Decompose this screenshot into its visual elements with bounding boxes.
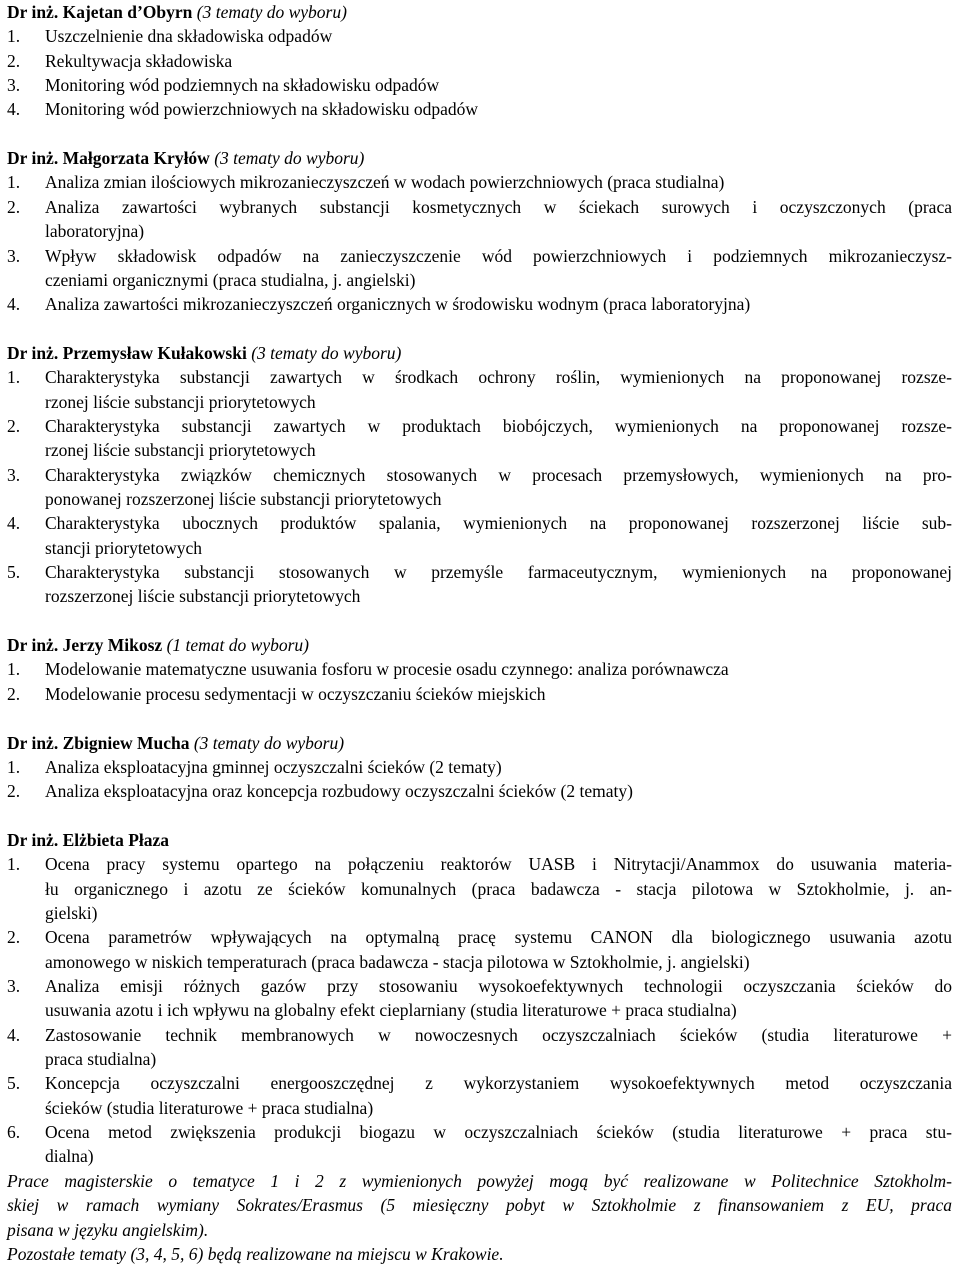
topic-number: 2. <box>7 50 21 71</box>
topic-number: 3. <box>7 75 21 96</box>
topic-item <box>7 195 952 219</box>
topic-number: 2. <box>7 781 21 802</box>
supervisor-name: Dr inż. Kajetan d’Obyrn <box>7 2 193 22</box>
topic-text: Charakterystyka związków chemicznych stosowanych w procesach przemysłowych, wymienionych na pro- <box>45 464 952 485</box>
topic-number: 4. <box>7 99 21 120</box>
topic-number: 1. <box>7 26 21 47</box>
topic-text: Analiza zawartości wybranych substancji kosmetycznych w ściekach surowych i oczyszczonych (praca <box>45 196 952 217</box>
topic-number: 1. <box>7 854 21 875</box>
topic-text: Ocena pracy systemu opartego na połączeniu reaktorów UASB i Nitrytacji/Anammox do usuwania materia- <box>45 854 952 875</box>
topic-item <box>7 852 952 876</box>
topic-number: 1. <box>7 659 21 680</box>
topic-number: 1. <box>7 756 21 777</box>
topic-text: Charakterystyka substancji zawartych w produktach biobójczych, wymienionych na proponowanej rozsze- <box>45 415 952 436</box>
section-header <box>7 0 347 24</box>
topic-text: Modelowanie matematyczne usuwania fosforu w procesie osadu czynnego: analiza porównawcza <box>45 659 729 680</box>
topic-number: 3. <box>7 245 21 266</box>
topic-text-continued: rozszerzonej liście substancji priorytetowych <box>45 586 361 607</box>
topic-text: Ocena metod zwiększenia produkcji biogazu w oczyszczalniach ścieków (studia literaturowe + praca stu- <box>45 1122 952 1143</box>
section-header <box>7 828 169 852</box>
topic-text: Modelowanie procesu sedymentacji w oczyszczaniu ścieków miejskich <box>45 683 546 704</box>
topic-text-continued: rzonej liście substancji priorytetowych <box>45 391 316 412</box>
topic-count: (1 temat do wyboru) <box>166 635 309 656</box>
topic-text-continued: gielski) <box>45 902 98 923</box>
topic-text-continued: stancji priorytetowych <box>45 537 202 558</box>
topic-number: 2. <box>7 196 21 217</box>
topic-number: 1. <box>7 367 21 388</box>
topic-number: 5. <box>7 562 21 583</box>
supervisor-name: Dr inż. Przemysław Kułakowski <box>7 342 247 363</box>
topic-text: Uszczelnienie dna składowiska odpadów <box>45 26 333 47</box>
topic-count: (3 tematy do wyboru) <box>196 2 347 22</box>
topic-item <box>7 1023 952 1047</box>
footnote-line: Prace magisterskie o tematyce 1 i 2 z wymienionych powyżej mogą być realizowane w Politechnice Sztokholm- <box>7 1170 952 1191</box>
topic-item <box>7 244 952 268</box>
topic-text-continued: laboratoryjna) <box>45 221 145 242</box>
topic-number: 6. <box>7 1122 21 1143</box>
topic-count: (3 tematy do wyboru) <box>193 732 345 753</box>
supervisor-name: Dr inż. Elżbieta Płaza <box>7 829 170 850</box>
topic-text: Rekultywacja składowiska <box>45 50 233 71</box>
topic-text-continued: ścieków (studia literaturowe + praca studialna) <box>45 1097 374 1118</box>
topic-number: 2. <box>7 415 21 436</box>
section-header <box>7 633 309 657</box>
supervisor-name: Dr inż. Jerzy Mikosz <box>7 635 163 656</box>
topic-text-continued: praca studialna) <box>45 1049 157 1070</box>
topic-item <box>7 414 952 438</box>
topic-number: 4. <box>7 513 21 534</box>
topic-text: Charakterystyka substancji zawartych w środkach ochrony roślin, wymienionych na proponowanej rozsze- <box>45 367 952 388</box>
topic-item <box>7 463 952 487</box>
topic-text: Charakterystyka substancji stosowanych w przemyśle farmaceutycznym, wymienionych na proponowanej <box>45 562 952 583</box>
topic-text-continued: czeniami organicznymi (praca studialna, j. angielski) <box>45 269 416 290</box>
topic-text: Analiza zmian ilościowych mikrozanieczyszczeń w wodach powierzchniowych (praca studialna) <box>45 172 725 193</box>
topic-text: Wpływ składowisk odpadów na zanieczyszczenie wód powierzchniowych i podziemnych mikrozanieczysz- <box>45 245 952 266</box>
topic-text: Analiza eksploatacyjna gminnej oczyszczalni ścieków (2 tematy) <box>45 756 502 777</box>
topic-item <box>7 511 952 535</box>
topic-item <box>7 1120 952 1144</box>
topic-text: Monitoring wód podziemnych na składowisku odpadów <box>45 75 440 96</box>
topic-number: 1. <box>7 172 21 193</box>
supervisor-name: Dr inż. Zbigniew Mucha <box>7 732 190 753</box>
footnote-line: Pozostałe tematy (3, 4, 5, 6) będą realizowane na miejscu w Krakowie. <box>7 1243 504 1264</box>
topic-number: 4. <box>7 294 21 315</box>
topic-number: 5. <box>7 1073 21 1094</box>
topic-item <box>7 925 952 949</box>
topic-number: 2. <box>7 927 21 948</box>
topic-item <box>7 974 952 998</box>
topic-text: Analiza emisji różnych gazów przy stosowaniu wysokoefektywnych technologii oczyszczania ścieków do <box>45 976 952 996</box>
topic-text-continued: amonowego w niskich temperaturach (praca badawcza - stacja pilotowa w Sztokholmie, j. angielski) <box>45 951 750 972</box>
topic-text: Analiza zawartości mikrozanieczyszczeń organicznych w środowisku wodnym (praca laboratoryjna) <box>45 294 751 315</box>
topic-number: 4. <box>7 1024 21 1045</box>
topic-text-continued: ponowanej rozszerzonej liście substancji priorytetowych <box>45 489 442 509</box>
topic-text-continued: dialna) <box>45 1146 94 1167</box>
topic-text: Zastosowanie technik membranowych w nowoczesnych oczyszczalniach ścieków (studia literaturowe + <box>45 1024 952 1045</box>
topic-text: Koncepcja oczyszczalni energooszczędnej z wykorzystaniem wysokoefektywnych metod oczyszczania <box>45 1073 952 1094</box>
topic-text-continued: łu organicznego i azotu ze ścieków komunalnych (praca badawcza - stacja pilotowa w Sztokholmie, j. an- <box>45 878 952 899</box>
topic-text: Ocena parametrów wpływających na optymalną pracę systemu CANON dla biologicznego usuwania azotu <box>45 927 952 948</box>
supervisor-name: Dr inż. Małgorzata Kryłów <box>7 148 210 169</box>
topic-item <box>7 1071 952 1095</box>
topic-number: 3. <box>7 464 21 485</box>
footnote-line: skiej w ramach wymiany Sokrates/Erasmus (5 miesięczny pobyt w Sztokholmie z finansowaniem z EU, praca <box>7 1195 952 1216</box>
topic-text-continued: usuwania azotu i ich wpływu na globalny efekt cieplarniany (studia literaturowe + praca studialna) <box>45 1000 737 1021</box>
topic-number: 3. <box>7 976 21 996</box>
section-header <box>7 341 401 365</box>
topic-count: (3 tematy do wyboru) <box>214 148 365 169</box>
topic-item <box>7 560 952 584</box>
section-header <box>7 731 344 755</box>
topic-text-continued: rzonej liście substancji priorytetowych <box>45 440 316 461</box>
topic-item <box>7 365 952 389</box>
footnote-line: pisana w języku angielskim). <box>7 1219 209 1240</box>
topic-number: 2. <box>7 683 21 704</box>
topic-text: Charakterystyka ubocznych produktów spalania, wymienionych na proponowanej rozszerzonej liście sub- <box>45 513 952 534</box>
section-header <box>7 146 364 170</box>
topic-text: Monitoring wód powierzchniowych na składowisku odpadów <box>45 99 479 120</box>
topic-text: Analiza eksploatacyjna oraz koncepcja rozbudowy oczyszczalni ścieków (2 tematy) <box>45 781 633 802</box>
topic-count: (3 tematy do wyboru) <box>251 342 402 363</box>
